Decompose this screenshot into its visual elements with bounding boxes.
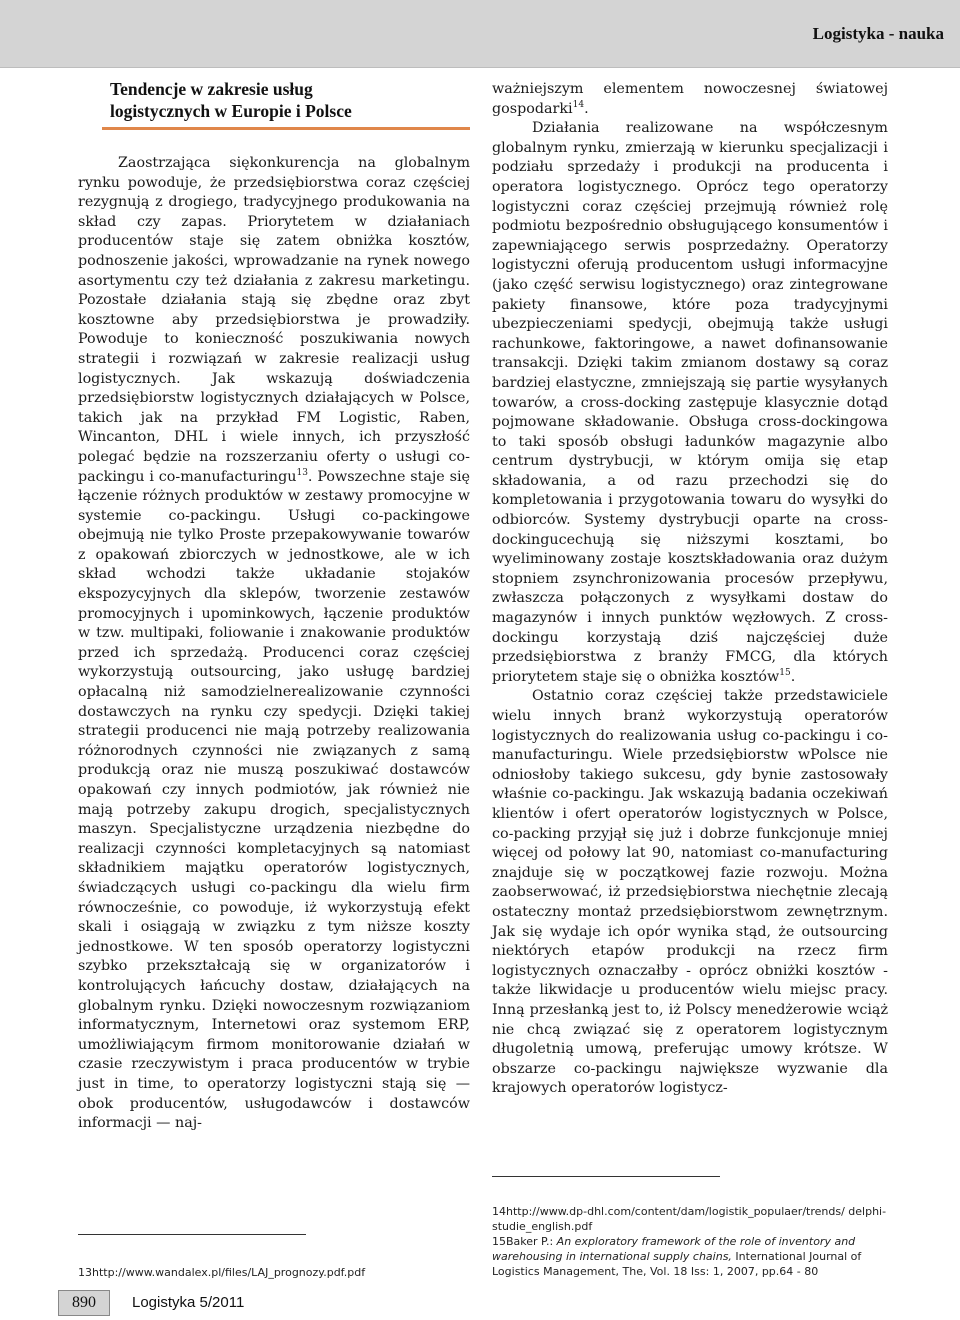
footnote-ref-14: 14 — [572, 99, 585, 110]
footnote-divider-left — [78, 1234, 306, 1235]
article-title — [110, 78, 470, 122]
right-paragraph-2: Ostatnio coraz częściej także przedstawiciele wielu innych branż wykorzystują operatorów logistycznych do realizowania usług co-packingu i co-manufacturingu. Wiele przedsiębiorstw wPolsce nie odniosłoby takiego sukcesu, gdy bynie zastosowały właśnie co-packingu. Jak wskazują badania oczekiwań klientów i ofert operatorów logistycznych w Polsce, co-packing przyjął się już i dobrze funkcjonuje mniej więcej od połowy lat 90, natomiast co-manufacturing znajduje się w początkowej fazie rozwoju. Można zaobserwować, iż przedsiębiorstwa niechętnie zlecają ostateczny montaż przedsiębiorstwom zewnętrznym. Jak się wydaje ich opór wynika stąd, że outsourcing niektórych etapów produkcji na rzecz firm logistycznych oznaczałby - oprócz obniżki kosztów - także likwidacje u producentów wielu miejsc pracy. Inną przesłanką jest to, iż Polscy menedżerowie wciąż nie chcą związać się z operatorem logistycznym długoletnią umową, preferując umowy krótsze. W obszarze co-packingu największe wyzwanie dla krajowych operatorów logistycz- — [492, 688, 888, 1097]
footnote-14: 14http://www.dp-dhl.com/content/dam/logistik_populaer/trends/ delphi-studie_english.pdf — [492, 1205, 887, 1233]
footnote-ref-15: 15 — [779, 668, 791, 679]
article-title-line-1: Tendencje w zakresie usług — [110, 79, 313, 99]
footnote-15 — [492, 1234, 888, 1279]
section-title: Logistyka - nauka — [812, 24, 944, 43]
footnote-13: 13http://www.wandalex.pl/files/LAJ_prognozy.pdf.pdf — [78, 1266, 366, 1279]
left-paragraph-part-1: Zaostrzająca siękonkurencja na globalnym rynku powoduje, że przedsiębiorstwa coraz częściej rezygnują z drogiego, tradycyjnego produkowania na skład czy zapas. Priorytetem w działaniach producentów staje się zatem obniżka kosztów, podnoszenie jakości, wprowadzanie na rynek nowego asortymentu czy też działania z zakresu marketingu. Pozostałe działania stają się zbędne oraz zbyt kosztowne aby przedsiębiorstwa je prowadziły. Powoduje to konieczność poszukiwania nowych strategii i rozwiązań w zakresie realizacji usług logistycznych. Jak wskazują doświadczenia przedsiębiorstw logistycznych działających w Polsce, takich jak na przykład FM Logistic, Raben, Wincanton, DHL i wiele innych, ich przyszłość polegać będzie na rozszerzaniu oferty o usługi co-packingu i co-manufacturingu — [78, 155, 470, 485]
article-title-line-2: logistycznych w Europie i Polsce — [110, 101, 352, 121]
right-paragraph-1-text: Działania realizowane na współczesnym globalnym rynku, zmierzają w kierunku specjalizacji i podziału sprzedaży i produkcji na producenta i operatora logistycznego. Oprócz tego operatorzy logistyczni coraz częściej przejmują również rolę podmiotu bezpośrednio obsługującego konsumentów i zapewniającego serwis posprzedażny. Operatorzy logistyczni oferują producentom usługi informacyjne (jako część serwisu logistycznego) oraz zintegrowane pakiety finansowe, które poza tradycyjnymi ubezpieczeniami spedycji, obejmują także usługi rachunkowe, faktoringowe, a nawet dofinansowanie transakcji. Dzięki takim zmianom dostawy są coraz bardziej elastyczne, zmniejszają się partie wysyłanych towarów, a cross-docking zastępuje klasycznie dotąd pojmowane składowanie. Obsługa cross-dockingowa to taki sposób obsługi ładunków magazynie albo centrum dystrybucji, w którym omija się etap składowania, a od razu przechodzi się do kompletowania i przygotowania towaru do wysyłki do odbiorców. Systemy dystrybucji oparte na cross-dockingucechują się niższymi kosztami, bo wyeliminowany zostaje kosztskładowania oraz dużym stopniem zsynchronizowania procesów przepływu, zwłaszcza połączonych z wysyłkami dostaw do magazynów i innych punktów węzłowych. Z cross-dockingu korzystają dziś najczęściej duże przedsiębiorstwa z branży FMCG, dla których priorytetem staje się o obniżka kosztów — [492, 120, 888, 685]
footnote-15-source: International Journal of Logistics Management, The, Vol. 18 Iss: 1, 2007, pp.64 - 80 — [492, 1250, 862, 1278]
right-paragraph-1-end: . — [790, 668, 796, 685]
footnote-15-author: 15Baker P.: — [492, 1235, 557, 1248]
right-paragraph-continuation — [492, 80, 888, 119]
right-paragraph-1 — [492, 119, 888, 687]
footnote-ref-13: 13 — [296, 467, 308, 478]
continuation-end: . — [584, 100, 589, 117]
journal-issue: Logistyka 5/2011 — [132, 1294, 245, 1311]
footnote-divider-right — [492, 1176, 720, 1177]
page-number: 890 — [58, 1290, 110, 1316]
right-column — [492, 80, 888, 1099]
left-paragraph-part-2: . Powszechne staje się łączenie różnych produktów w zestawy promocyjne w systemie co-packingu. Usługi co-packingowe obejmują nie tylko Proste przepakowywanie towarów z opakowań zbiorczych w jednostkowe, ale w ich skład wchodzi także układanie stojaków ekspozycyjnych dla sklepów, tworzenie zestawów promocyjnych i upominkowych, łączenie produktów w tzw. multipaki, foliowanie i znakowanie produktów przed ich sprzedażą. Producenci coraz częściej wykorzystują outsourcing, jako usługę bardziej opłacalną niż samodzielnerealizowanie czynności dostawczych na rynku czy spedycji. Dzięki takiej strategii producenci nie mają potrzeby realizowania różnorodnych czynności nie związanych z samą produkcją oraz nie muszą poszukiwać dostawców opakowań czy innych podmiotów, jak również nie mają potrzeby zakupu drogich, specjalistycznych maszyn. Specjalistyczne urządzenia niezbędne do realizacji czynności kompletacyjnych są natomiast składnikiem majątku operatorów logistycznych, świadczących usługi co-packingu dla wielu firm równocześnie, co powoduje, iż wykorzystują efekt skali i osiągają w związku z tym niższe koszty jednostkowe. W ten sposób operatorzy logistyczni szybko przekształcają się w organizatorów i kontrolujących łańcuchy dostaw, działających na globalnym rynku. Dzięki nowoczesnym rozwiązaniom informatycznym, Internetowi oraz systemom ERP, umożliwiającym firmom monitorowanie działań w czasie rzeczywistym i praca producentów w trybie just in time, to operatorzy logistyczni stają się — obok producentów, usługodawców i dostawców informacji — naj- — [78, 468, 470, 1132]
left-column — [78, 78, 470, 1134]
footnotes-right — [492, 1204, 888, 1279]
continuation-text: ważniejszym elementem nowoczesnej światowej gospodarki — [492, 81, 888, 117]
header-bar — [0, 0, 960, 68]
left-paragraph — [78, 154, 470, 1134]
footnote-15-title: An exploratory framework of the role of inventory and warehousing in international supply chains, — [492, 1235, 856, 1263]
